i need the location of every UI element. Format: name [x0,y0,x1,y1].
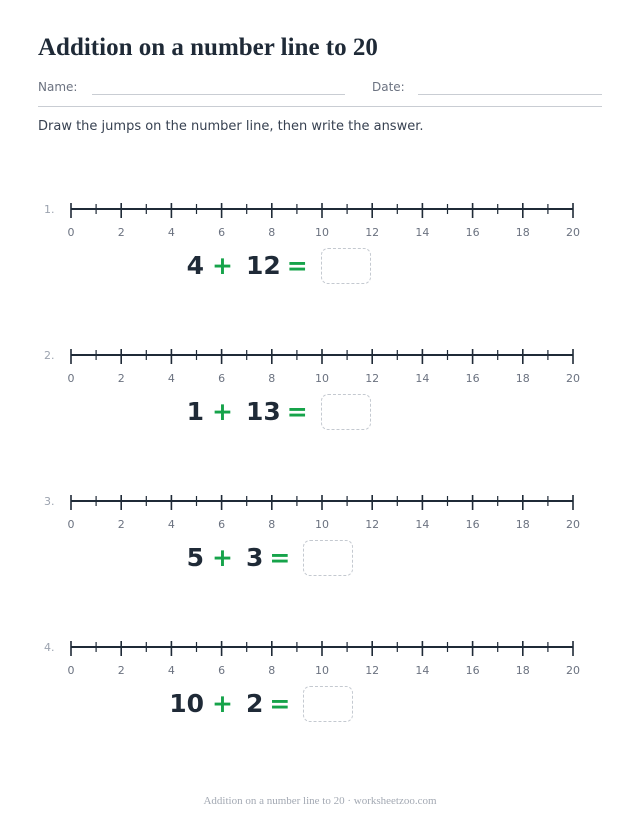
header-divider [38,106,602,107]
tick-label: 16 [465,518,480,531]
tick-label: 18 [515,372,530,385]
tick-label: 20 [566,226,580,239]
tick-label: 8 [268,664,276,677]
addend-a: 1 [186,397,204,426]
addend-b: 3 [245,543,264,572]
tick-label: 12 [365,518,380,531]
problem-4 [0,641,640,751]
problem-1 [0,203,640,313]
number-line[interactable] [0,349,640,389]
tick-label: 6 [218,518,226,531]
tick-label: 2 [117,226,125,239]
tick-label: 10 [315,664,329,677]
addend-b: 2 [245,689,264,718]
answer-box[interactable] [303,540,353,576]
number-line[interactable] [0,495,640,535]
tick-label: 12 [365,226,380,239]
equals-sign: = [286,397,308,426]
tick-label: 16 [465,664,480,677]
tick-label: 4 [167,518,175,531]
equals-sign: = [286,251,308,280]
date-field[interactable] [418,94,602,95]
tick-label: 20 [566,372,580,385]
answer-box[interactable] [321,394,371,430]
name-label: Name: [38,80,78,94]
tick-label: 8 [268,226,276,239]
tick-label: 10 [315,518,329,531]
tick-label: 8 [268,518,276,531]
tick-label: 18 [515,226,530,239]
tick-label: 2 [117,372,125,385]
tick-label: 8 [268,372,276,385]
tick-label: 18 [515,664,530,677]
name-field[interactable] [92,94,345,95]
problem-3 [0,495,640,605]
tick-label: 0 [67,226,75,239]
tick-label: 2 [117,518,125,531]
tick-label: 6 [218,226,226,239]
page-title: Addition on a number line to 20 [38,34,378,61]
date-label: Date: [372,80,405,94]
tick-label: 0 [67,518,75,531]
addend-b: 13 [245,397,281,426]
tick-label: 4 [167,664,175,677]
plus-sign: + [212,543,233,572]
tick-label: 12 [365,664,380,677]
plus-sign: + [212,689,233,718]
tick-label: 14 [415,372,430,385]
addend-a: 4 [186,251,204,280]
problem-number: 4. [44,641,55,654]
tick-label: 14 [415,518,430,531]
tick-label: 18 [515,518,530,531]
tick-label: 0 [67,664,75,677]
addend-a: 10 [169,689,204,718]
tick-label: 14 [415,664,430,677]
answer-box[interactable] [303,686,353,722]
tick-label: 4 [167,226,175,239]
addend-a: 5 [186,543,204,572]
tick-label: 12 [365,372,380,385]
problem-2 [0,349,640,459]
instructions: Draw the jumps on the number line, then write the answer. [38,119,424,134]
tick-label: 14 [415,226,430,239]
tick-label: 2 [117,664,125,677]
tick-label: 16 [465,372,480,385]
equals-sign: = [269,543,291,572]
footer: Addition on a number line to 20 · worksheetzoo.com [203,795,437,807]
tick-label: 6 [218,372,226,385]
tick-label: 10 [315,226,329,239]
tick-label: 20 [566,518,580,531]
tick-label: 0 [67,372,75,385]
problem-number: 3. [44,495,55,508]
problem-number: 2. [44,349,55,362]
answer-box[interactable] [321,248,371,284]
tick-label: 10 [315,372,329,385]
tick-label: 16 [465,226,480,239]
plus-sign: + [212,397,233,426]
number-line[interactable] [0,203,640,243]
plus-sign: + [212,251,233,280]
problem-number: 1. [44,203,55,216]
tick-label: 20 [566,664,580,677]
tick-label: 6 [218,664,226,677]
number-line[interactable] [0,641,640,681]
addend-b: 12 [245,251,281,280]
tick-label: 4 [167,372,175,385]
equals-sign: = [269,689,291,718]
